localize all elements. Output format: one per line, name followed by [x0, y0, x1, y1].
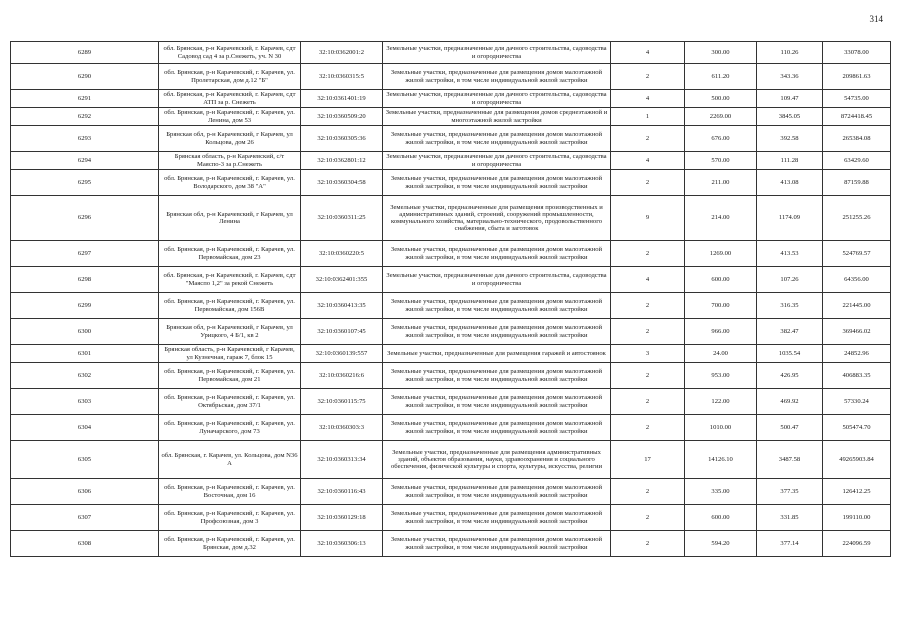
cadastral-value-cell: 265384.08: [823, 126, 891, 152]
group-code-cell: 4: [611, 90, 685, 108]
cadastral-number-cell: 32:10:0360304:58: [301, 170, 383, 196]
specific-value-cell: 377.35: [757, 479, 823, 505]
land-use-cell: Земельные участки, предназначенные для размещения домов малоэтажной жилой застройки, в том числе индивидуальной жилой застройки: [383, 319, 611, 345]
area-cell: 211.00: [685, 170, 757, 196]
cadastral-number-cell: 32:10:0360313:34: [301, 441, 383, 479]
cadastral-value-cell: 54735.00: [823, 90, 891, 108]
address-cell: Брянская обл, р-н Карачевский, г Карачев, ул Кольцова, дом 26: [159, 126, 301, 152]
land-use-cell: Земельные участки, предназначенные для размещения домов малоэтажной жилой застройки, в том числе индивидуальной жилой застройки: [383, 363, 611, 389]
group-code-cell: 2: [611, 126, 685, 152]
area-cell: 1269.00: [685, 241, 757, 267]
group-code-cell: 2: [611, 293, 685, 319]
land-use-cell: Земельные участки, предназначенные для размещения гаражей и автостоянок: [383, 345, 611, 363]
area-cell: 24.00: [685, 345, 757, 363]
group-code-cell: 4: [611, 152, 685, 170]
area-cell: 2269.00: [685, 108, 757, 126]
address-cell: обл. Брянская, р-н Карачевский, г. Карачев, ул. Брянская, дом д.32: [159, 531, 301, 557]
table-row: [11, 363, 891, 389]
land-use-cell: Земельные участки, предназначенные для размещения домов малоэтажной жилой застройки, в том числе индивидуальной жилой застройки: [383, 126, 611, 152]
area-cell: 570.00: [685, 152, 757, 170]
group-code-cell: 1: [611, 108, 685, 126]
specific-value-cell: 500.47: [757, 415, 823, 441]
table-row: [11, 42, 891, 64]
cadastral-number-cell: 32:10:0360216:6: [301, 363, 383, 389]
land-use-cell: Земельные участки, предназначенные для дачного строительства, садоводства и огородничества: [383, 152, 611, 170]
specific-value-cell: 107.26: [757, 267, 823, 293]
cadastral-number-cell: 32:10:0360305:36: [301, 126, 383, 152]
group-code-cell: 2: [611, 389, 685, 415]
table-row: [11, 90, 891, 108]
area-cell: 600.00: [685, 267, 757, 293]
address-cell: обл. Брянская, р-н Карачевский, г. Карачев, ул. Луначарского, дом 73: [159, 415, 301, 441]
table-row: [11, 293, 891, 319]
cadastral-value-cell: 49265903.84: [823, 441, 891, 479]
cadastral-value-cell: 8724418.45: [823, 108, 891, 126]
table-row: [11, 505, 891, 531]
specific-value-cell: 392.58: [757, 126, 823, 152]
specific-value-cell: 343.36: [757, 64, 823, 90]
row-number: 6304: [11, 415, 159, 441]
specific-value-cell: 316.35: [757, 293, 823, 319]
specific-value-cell: 426.95: [757, 363, 823, 389]
address-cell: обл. Брянская, р-н Карачевский, г. Карачев, ул. Октябрьская, дом 37/1: [159, 389, 301, 415]
address-cell: обл. Брянская, р-н Карачевский, г. Карачев, ул. Володарского, дом 38 "А": [159, 170, 301, 196]
table-row: [11, 319, 891, 345]
row-number: 6295: [11, 170, 159, 196]
area-cell: 500.00: [685, 90, 757, 108]
row-number: 6294: [11, 152, 159, 170]
cadastral-value-table: [10, 41, 891, 557]
group-code-cell: 4: [611, 42, 685, 64]
specific-value-cell: 377.14: [757, 531, 823, 557]
table-body: [11, 42, 891, 557]
cadastral-value-cell: 369466.02: [823, 319, 891, 345]
cadastral-value-cell: 63429.60: [823, 152, 891, 170]
cadastral-value-cell: 224096.59: [823, 531, 891, 557]
cadastral-value-cell: 87159.88: [823, 170, 891, 196]
row-number: 6301: [11, 345, 159, 363]
table-row: [11, 389, 891, 415]
specific-value-cell: 469.92: [757, 389, 823, 415]
cadastral-number-cell: 32:10:0360220:5: [301, 241, 383, 267]
table-row: [11, 479, 891, 505]
area-cell: 214.00: [685, 196, 757, 241]
specific-value-cell: 1174.09: [757, 196, 823, 241]
table-row: [11, 196, 891, 241]
table-row: [11, 267, 891, 293]
land-use-cell: Земельные участки, предназначенные для размещения домов среднеэтажной и многоэтажной жилой застройки: [383, 108, 611, 126]
area-cell: 611.20: [685, 64, 757, 90]
address-cell: обл. Брянская, р-н Карачевский, г. Карачев, ул. Первомайская, дом 23: [159, 241, 301, 267]
cadastral-value-cell: 251255.26: [823, 196, 891, 241]
address-cell: обл. Брянская, р-н Карачевский, г. Карачев, ул. Первомайская, дом 156В: [159, 293, 301, 319]
area-cell: 300.00: [685, 42, 757, 64]
address-cell: обл. Брянская, р-н Карачевский, г. Карачев, сдт АТП за р. Снежеть: [159, 90, 301, 108]
address-cell: обл. Брянская, р-н Карачевский, г. Карачев, ул. Восточная, дом 16: [159, 479, 301, 505]
table-row: [11, 415, 891, 441]
cadastral-value-cell: 524769.57: [823, 241, 891, 267]
row-number: 6306: [11, 479, 159, 505]
cadastral-number-cell: 32:10:0360311:25: [301, 196, 383, 241]
land-use-cell: Земельные участки, предназначенные для дачного строительства, садоводства и огородничества: [383, 267, 611, 293]
row-number: 6291: [11, 90, 159, 108]
land-use-cell: Земельные участки, предназначенные для размещения домов малоэтажной жилой застройки, в том числе индивидуальной жилой застройки: [383, 64, 611, 90]
address-cell: обл. Брянская, р-н Карачевский, г. Карачев, ул. Ленина, дом 53: [159, 108, 301, 126]
row-number: 6293: [11, 126, 159, 152]
cadastral-number-cell: 32:10:0362801:12: [301, 152, 383, 170]
land-use-cell: Земельные участки, предназначенные для размещения домов малоэтажной жилой застройки, в том числе индивидуальной жилой застройки: [383, 293, 611, 319]
address-cell: обл. Брянская, р-н Карачевский, г. Карачев, сдт Садовод сад 4 за р.Снежеть, уч. N 30: [159, 42, 301, 64]
area-cell: 594.20: [685, 531, 757, 557]
row-number: 6299: [11, 293, 159, 319]
cadastral-number-cell: 32:10:0362001:2: [301, 42, 383, 64]
cadastral-value-cell: 24852.96: [823, 345, 891, 363]
group-code-cell: 17: [611, 441, 685, 479]
land-use-cell: Земельные участки, предназначенные для размещения домов малоэтажной жилой застройки, в том числе индивидуальной жилой застройки: [383, 531, 611, 557]
cadastral-number-cell: 32:10:0360139:557: [301, 345, 383, 363]
specific-value-cell: 110.26: [757, 42, 823, 64]
group-code-cell: 4: [611, 267, 685, 293]
cadastral-number-cell: 32:10:0360509:20: [301, 108, 383, 126]
land-use-cell: Земельные участки, предназначенные для размещения домов малоэтажной жилой застройки, в том числе индивидуальной жилой застройки: [383, 241, 611, 267]
table-row: [11, 170, 891, 196]
area-cell: 1010.00: [685, 415, 757, 441]
row-number: 6296: [11, 196, 159, 241]
row-number: 6297: [11, 241, 159, 267]
group-code-cell: 2: [611, 531, 685, 557]
land-use-cell: Земельные участки, предназначенные для размещения домов малоэтажной жилой застройки, в том числе индивидуальной жилой застройки: [383, 479, 611, 505]
group-code-cell: 2: [611, 479, 685, 505]
row-number: 6305: [11, 441, 159, 479]
address-cell: обл. Брянская, р-н Карачевский, г. Карачев, ул. Пролетарская, дом д.12 "Б": [159, 64, 301, 90]
row-number: 6307: [11, 505, 159, 531]
group-code-cell: 2: [611, 505, 685, 531]
group-code-cell: 2: [611, 170, 685, 196]
specific-value-cell: 3487.58: [757, 441, 823, 479]
cadastral-value-cell: 505474.70: [823, 415, 891, 441]
area-cell: 953.00: [685, 363, 757, 389]
land-use-cell: Земельные участки, предназначенные для дачного строительства, садоводства и огородничества: [383, 42, 611, 64]
cadastral-value-cell: 221445.00: [823, 293, 891, 319]
specific-value-cell: 413.53: [757, 241, 823, 267]
specific-value-cell: 413.08: [757, 170, 823, 196]
page-number: 314: [869, 14, 883, 24]
land-use-cell: Земельные участки, предназначенные для размещения административных зданий, объектов образования, науки, здравоохранения и социального обеспечения, физической культуры и спорта, культуры, искусства, религии: [383, 441, 611, 479]
address-cell: Брянская область, р-н Карачевский, г Карачев, ул Кузнечная, гараж 7, блок 15: [159, 345, 301, 363]
cadastral-number-cell: 32:10:0360315:5: [301, 64, 383, 90]
specific-value-cell: 1035.54: [757, 345, 823, 363]
area-cell: 966.00: [685, 319, 757, 345]
cadastral-number-cell: 32:10:0360129:18: [301, 505, 383, 531]
area-cell: 122.00: [685, 389, 757, 415]
group-code-cell: 9: [611, 196, 685, 241]
group-code-cell: 2: [611, 64, 685, 90]
land-use-cell: Земельные участки, предназначенные для размещения производственных и административных зданий, строений, сооружений промышленности, коммунального хозяйства, материально-технического, продовольственного снабжения, сбыта и заготовок: [383, 196, 611, 241]
group-code-cell: 2: [611, 319, 685, 345]
table-row: [11, 152, 891, 170]
area-cell: 14126.10: [685, 441, 757, 479]
table-row: [11, 241, 891, 267]
cadastral-value-cell: 126412.25: [823, 479, 891, 505]
cadastral-number-cell: 32:10:0360413:35: [301, 293, 383, 319]
group-code-cell: 2: [611, 241, 685, 267]
cadastral-value-cell: 57330.24: [823, 389, 891, 415]
address-cell: обл. Брянская, р-н Карачевский, г. Карачев, сдт "Маяспо 1,2" за рекой Снежеть: [159, 267, 301, 293]
cadastral-number-cell: 32:10:0360107:45: [301, 319, 383, 345]
table-row: [11, 64, 891, 90]
cadastral-value-cell: 33078.00: [823, 42, 891, 64]
group-code-cell: 2: [611, 415, 685, 441]
row-number: 6308: [11, 531, 159, 557]
land-use-cell: Земельные участки, предназначенные для размещения домов малоэтажной жилой застройки, в том числе индивидуальной жилой застройки: [383, 170, 611, 196]
table-row: [11, 531, 891, 557]
cadastral-value-cell: 209861.63: [823, 64, 891, 90]
land-use-cell: Земельные участки, предназначенные для размещения домов малоэтажной жилой застройки, в том числе индивидуальной жилой застройки: [383, 505, 611, 531]
address-cell: обл. Брянская, р-н Карачевский, г. Карачев, ул. Первомайская, дом 21: [159, 363, 301, 389]
area-cell: 335.00: [685, 479, 757, 505]
table-row: [11, 345, 891, 363]
table-row: [11, 441, 891, 479]
address-cell: Брянская обл, р-н Карачевский, г Карачев, ул Урицкого, 4 Б/1, кв 2: [159, 319, 301, 345]
specific-value-cell: 111.28: [757, 152, 823, 170]
cadastral-number-cell: 32:10:0362401:355: [301, 267, 383, 293]
area-cell: 676.00: [685, 126, 757, 152]
table-row: [11, 126, 891, 152]
specific-value-cell: 3845.05: [757, 108, 823, 126]
address-cell: Брянская обл, р-н Карачевский, г Карачев, ул Ленина: [159, 196, 301, 241]
cadastral-value-cell: 199110.00: [823, 505, 891, 531]
cadastral-value-cell: 406883.35: [823, 363, 891, 389]
cadastral-number-cell: 32:10:0360115:75: [301, 389, 383, 415]
row-number: 6292: [11, 108, 159, 126]
cadastral-value-cell: 64356.00: [823, 267, 891, 293]
specific-value-cell: 331.85: [757, 505, 823, 531]
land-use-cell: Земельные участки, предназначенные для дачного строительства, садоводства и огородничества: [383, 90, 611, 108]
row-number: 6290: [11, 64, 159, 90]
row-number: 6302: [11, 363, 159, 389]
cadastral-number-cell: 32:10:0361401:19: [301, 90, 383, 108]
specific-value-cell: 109.47: [757, 90, 823, 108]
area-cell: 600.00: [685, 505, 757, 531]
row-number: 6300: [11, 319, 159, 345]
land-use-cell: Земельные участки, предназначенные для размещения домов малоэтажной жилой застройки, в том числе индивидуальной жилой застройки: [383, 415, 611, 441]
table-row: [11, 108, 891, 126]
address-cell: Брянская область, р-н Карачевский, с/т Маяспо-3 за р.Снежеть: [159, 152, 301, 170]
group-code-cell: 2: [611, 363, 685, 389]
row-number: 6289: [11, 42, 159, 64]
cadastral-number-cell: 32:10:0360116:43: [301, 479, 383, 505]
land-use-cell: Земельные участки, предназначенные для размещения домов малоэтажной жилой застройки, в том числе индивидуальной жилой застройки: [383, 389, 611, 415]
address-cell: обл. Брянская, р-н Карачевский, г. Карачев, ул. Профсоюзная, дом 3: [159, 505, 301, 531]
row-number: 6303: [11, 389, 159, 415]
address-cell: обл. Брянская, г. Карачев, ул. Кольцова, дом N36 А: [159, 441, 301, 479]
cadastral-number-cell: 32:10:0360306:13: [301, 531, 383, 557]
area-cell: 700.00: [685, 293, 757, 319]
cadastral-number-cell: 32:10:0360303:3: [301, 415, 383, 441]
row-number: 6298: [11, 267, 159, 293]
group-code-cell: 3: [611, 345, 685, 363]
specific-value-cell: 382.47: [757, 319, 823, 345]
